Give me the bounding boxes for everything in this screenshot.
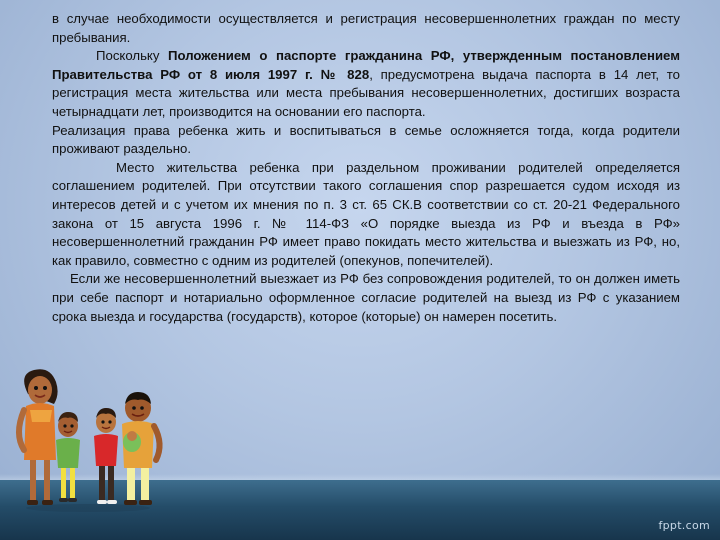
father-figure	[122, 392, 160, 505]
paragraph-travel: Если же несовершеннолетний выезжает из РФ без сопровождения родителей, то он должен иметь при себе паспорт и нотариально оформленное согласие родителей на выезд из РФ с указанием срока выезда и государства (государств), которое (которые) он намерен посетить.	[52, 271, 680, 324]
passport-regulation-ref: Положением о паспорте гражданина РФ, утвержденным постановлением Правительства РФ от 8 июля 1997 г. № 828	[52, 48, 680, 82]
slide-text	[52, 10, 680, 326]
paragraph-passport	[52, 47, 680, 121]
watermark: fppt.com	[658, 519, 710, 532]
paragraph-separate-parents: Реализация права ребенка жить и воспитываться в семье осложняется тогда, когда родители проживают раздельно.	[52, 122, 680, 157]
paragraph-residence: Место жительства ребенка при раздельном проживании родителей определяется соглашением родителей. При отсутствии такого соглашения спор разрешается судом исходя из интересов детей и с учетом их мнения по п. 3 ст. 65 СК.В соответствии со ст. 20-21 Федерального закона от 15 августа 1996 г. № 114-ФЗ «О порядке выезда из РФ и въезда в РФ» несовершеннолетний гражданин РФ имеет право покидать место жительства и выезжать из РФ, но, как правило, совместно с одним из родителей (опекунов, попечителей).	[52, 159, 680, 268]
paragraph-passport-lead: Поскольку	[96, 48, 169, 64]
paragraph-passport-rest: , предусмотрена выдача паспорта в 14 лет, то регистрация места жительства или места пребывания несовершеннолетних, достигших возраста четырнадцати лет, производится на основании его паспорта.	[52, 66, 680, 119]
mother-figure	[19, 369, 58, 505]
cartoon-family-icon	[8, 364, 168, 514]
paragraph-registration: в случае необходимости осуществляется и регистрация несовершеннолетних граждан по месту пребывания.	[52, 11, 680, 45]
child-figure	[56, 412, 80, 502]
child-red-figure	[94, 408, 118, 504]
